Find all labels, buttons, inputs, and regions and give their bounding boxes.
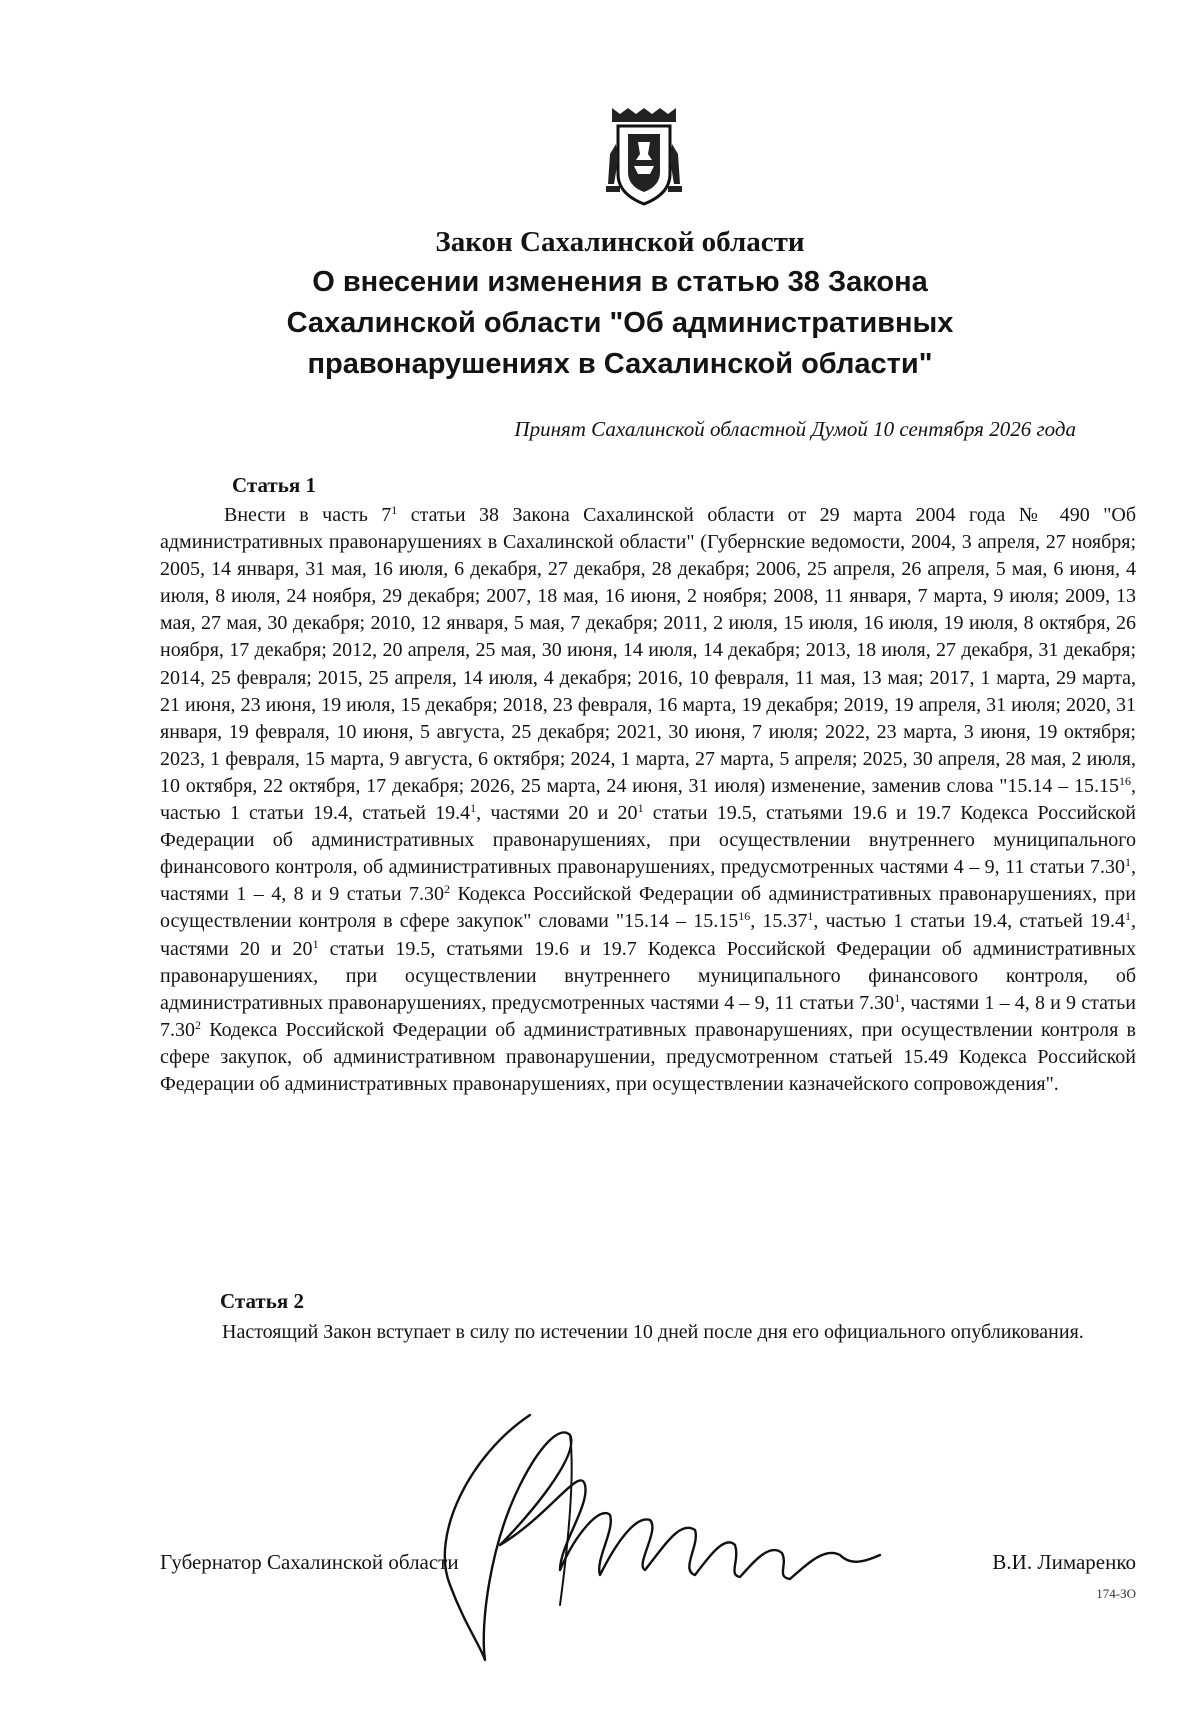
article-2-body: Настоящий Закон вступает в силу по истечении 10 дней после дня его официального опубликования.	[222, 1321, 1084, 1343]
coat-of-arms-icon	[604, 104, 684, 208]
law-title: Закон Сахалинской области	[435, 226, 805, 258]
signature-icon	[410, 1395, 950, 1675]
registration-number: 174-ЗО	[1096, 1586, 1136, 1601]
article-2-heading: Статья 2	[220, 1289, 304, 1313]
governor-name: В.И. Лимаренко	[992, 1550, 1136, 1574]
adoption-note: Принят Сахалинской областной Думой 10 сентября 2026 года	[514, 417, 1076, 441]
article-1-body: Внести в часть $7^1$ статьи 38 Закона Сахалинской области от 29 марта 2004 года № 490 "Об административных правонарушениях в Сахалинской области" (Губернские ведомости, 2004, 3 апреля, 27 ноября; 2005, 14 января, 31 мая, 16 июля, 6 декабря, 27 декабря, 28 декабря; 2006, 25 апреля, 26 апреля, 5 мая, 6 июня, 4 июля, 8 июля, 24 ноября, 29 декабря; 2007, 18 мая, 16 июня, 2 ноября; 2008, 11 января, 7 марта, 9 июля; 2009, 13 мая, 27 мая, 30 декабря; 2010, 12 января, 5 мая, 7 декабря; 2011, 2 июля, 15 июля, 16 июля, 19 июля, 8 октября, 26 ноября, 17 декабря; 2012, 20 апреля, 25 мая, 30 июня, 14 июля, 14 декабря; 2013, 18 июля, 27 декабря, 31 декабря; 2014, 25 февраля; 2015, 25 апреля, 14 июля, 4 декабря; 2016, 10 февраля, 11 мая, 13 мая; 2017, 1 марта, 29 марта, 21 июня, 23 июня, 19 июля, 15 декабря; 2018, 23 февраля, 16 марта, 19 декабря; 2019, 19 апреля, 31 июля; 2020, 31 января, 19 февраля, 10 июня, 5 августа, 25 декабря; 2021, 30 июня, 7 июля; 2022, 23 марта, 3 июня, 19 октября; 2023, 1 февраля, 15 марта, 9 августа, 6 октября; 2024, 1 марта, 27 марта, 5 апреля; 2025, 30 апреля, 28 мая, 2 июля, 10 октября, 22 октября, 17 декабря; 2026, 25 марта, 24 июня, 31 июля) изменение, заменив слова "15.14 – 15.15$^{16}$, частью 1 статьи 19.4, статьей 19.4$^1$, частями 20 и $20^1$ статьи 19.5, статьями 19.6 и 19.7 Кодекса Российской Федерации об административных правонарушениях, при осуществлении внутреннего муниципального финансового контроля, об административных правонарушениях, предусмотренных частями 4 – 9, 11 статьи 7.30$^1$, частями 1 – 4, 8 и 9 статьи 7.30$^2$ Кодекса Российской Федерации об административных правонарушениях, при осуществлении контроля в сфере закупок" словами "15.14 – 15.15$^{16}$, 15.37$^1$, частью 1 статьи 19.4, статьей 19.4$^1$, частями 20 и $20^1$ статьи 19.5, статьями 19.6 и 19.7 Кодекса Российской Федерации об административных правонарушениях, при осуществлении внутреннего муниципального финансового контроля, об административных правонарушениях, предусмотренных частями 4 – 9, 11 статьи 7.30$^1$, частями 1 – 4, 8 и 9 статьи 7.30$^2$ Кодекса Российской Федерации об административных правонарушениях, при осуществлении контроля в сфере закупок, об административном правонарушении, предусмотренном статьей 15.49 Кодекса Российской Федерации об административных правонарушениях, при осуществлении казначейского сопровождения".	[160, 502, 1137, 1095]
document-title	[160, 222, 1080, 385]
article-1-heading: Статья 1	[232, 473, 316, 497]
law-subtitle: О внесении изменения в статью 38 Закона Сахалинской области "Об административных правонарушениях в Сахалинской области"	[286, 266, 954, 380]
governor-title: Губернатор Сахалинской области	[160, 1550, 459, 1574]
